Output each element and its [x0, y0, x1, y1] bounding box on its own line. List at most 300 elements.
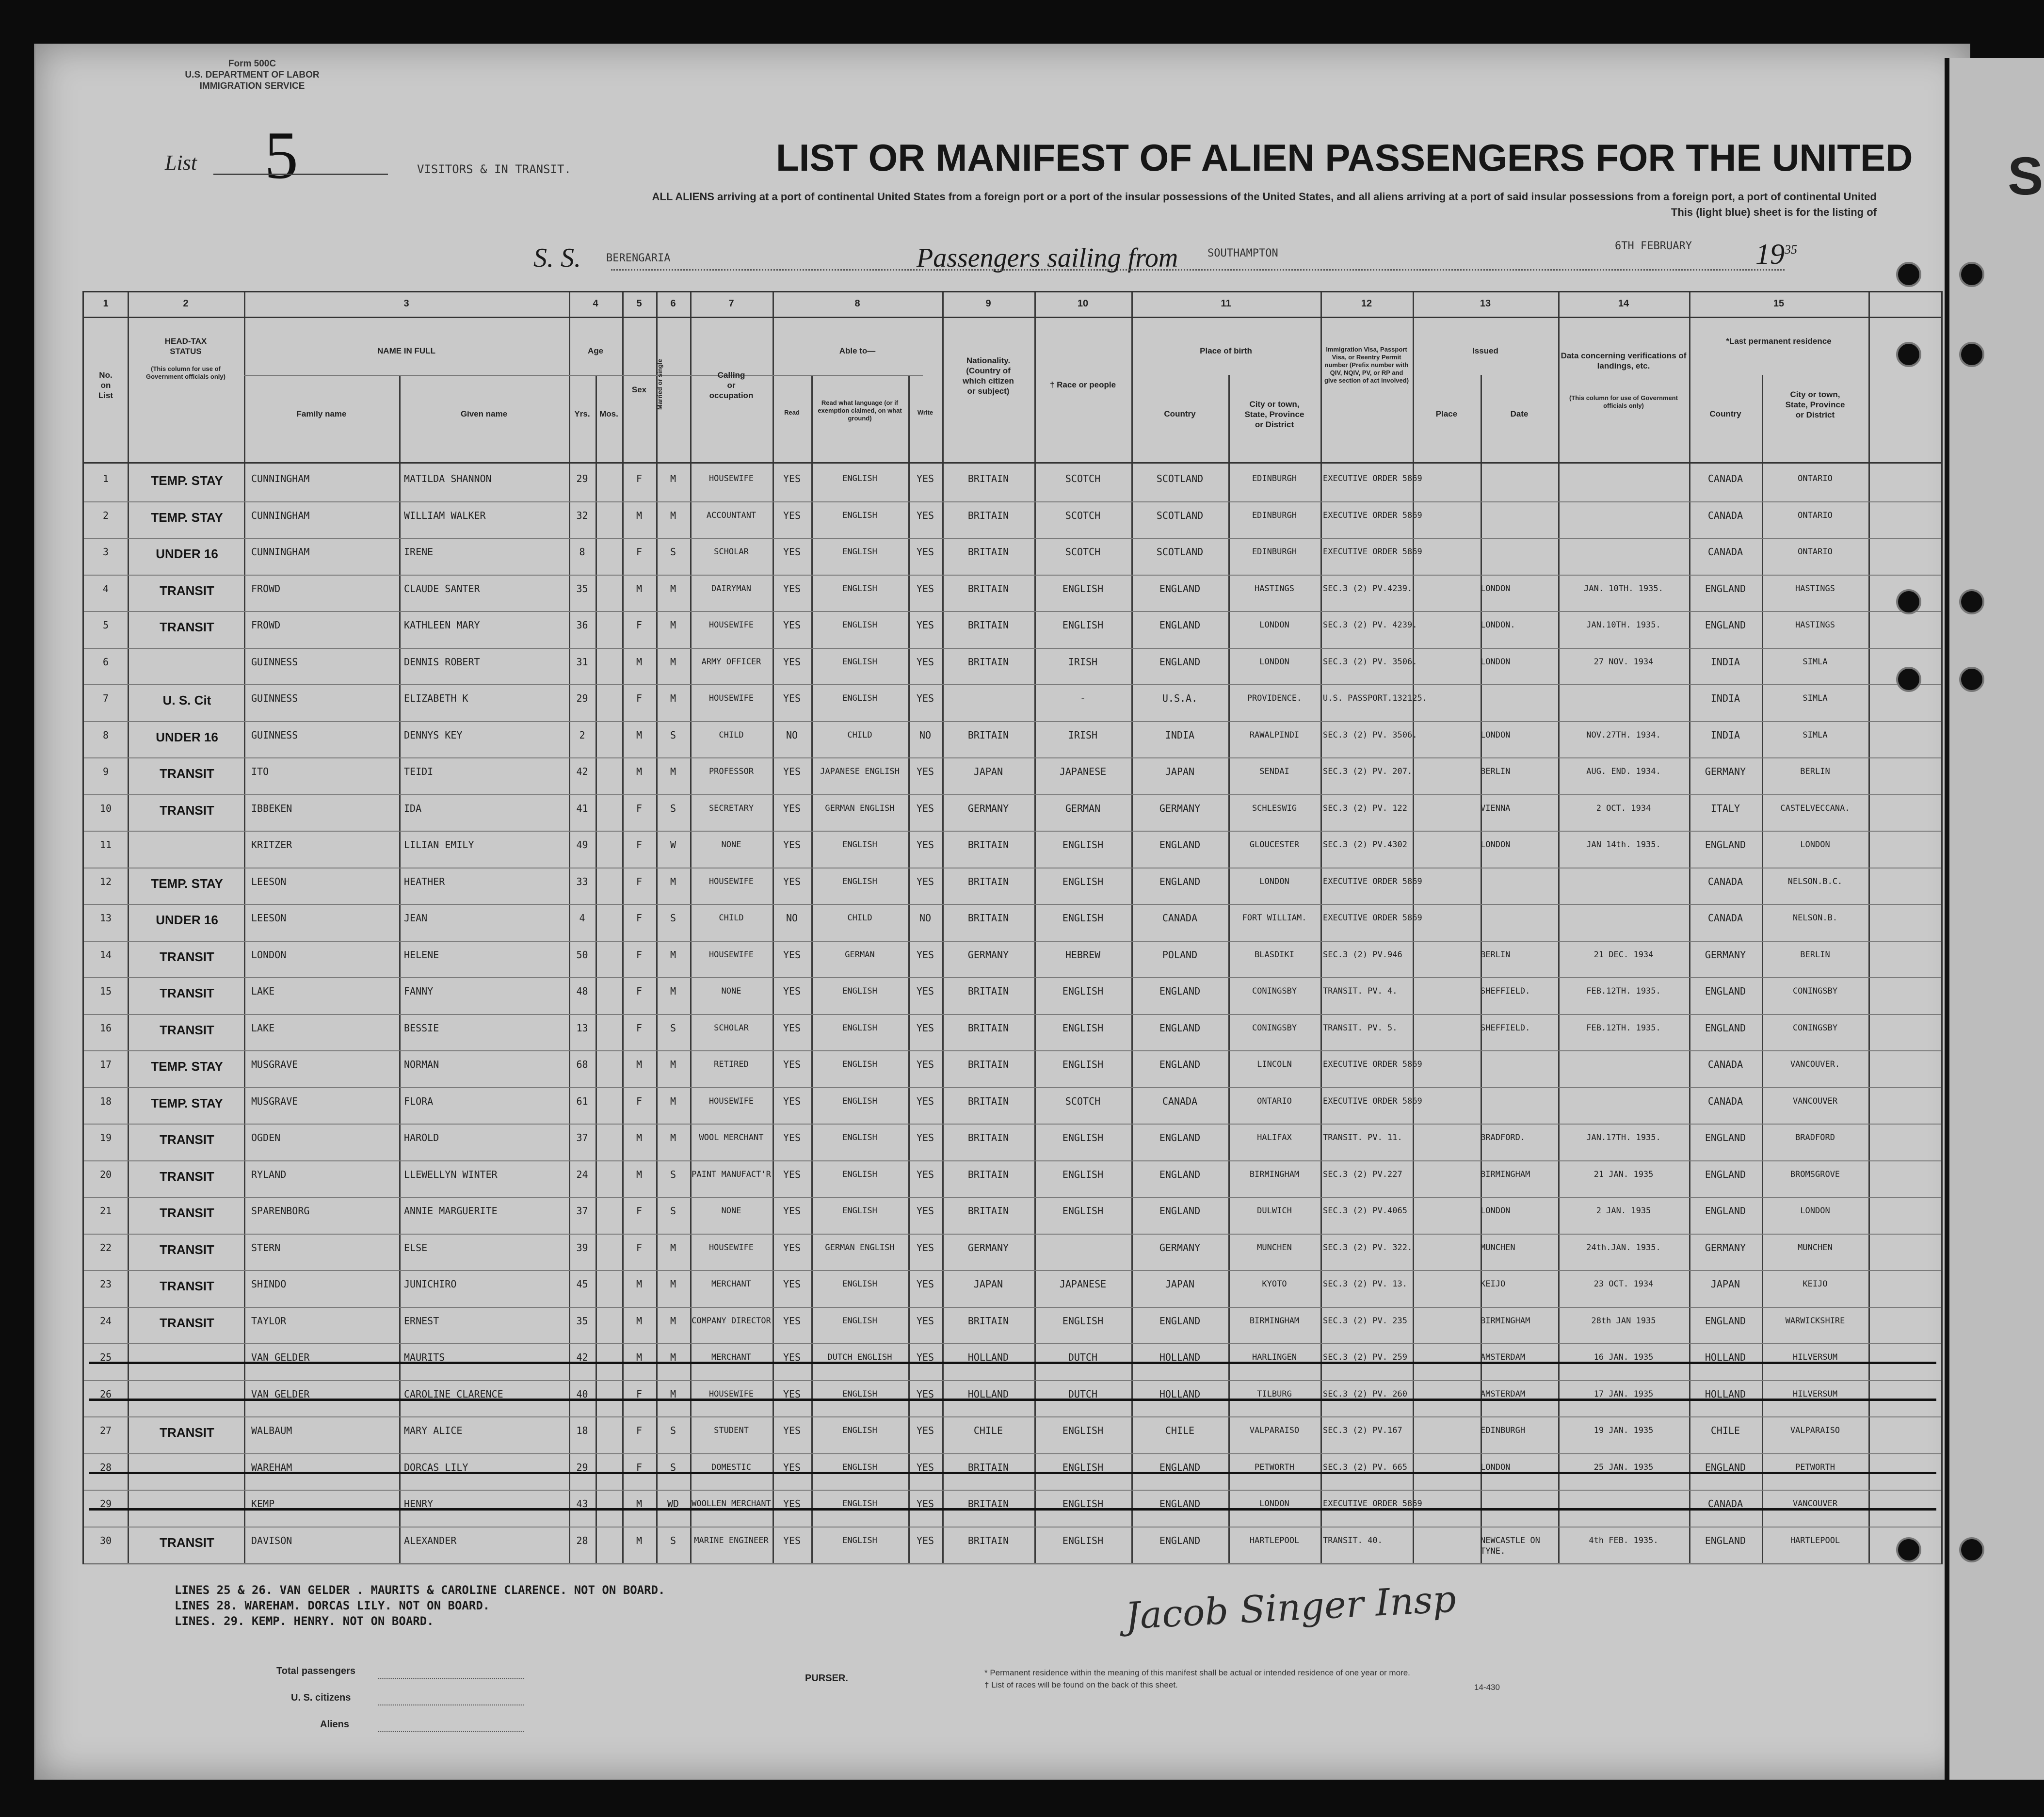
row-27-res-city: VALPARAISO	[1790, 1426, 1840, 1435]
row-10-status: TRANSIT	[160, 803, 214, 818]
row-20-visa: SEC.3 (2) PV.227	[1323, 1169, 1402, 1179]
row-7-sex: F	[636, 692, 643, 704]
row-23-res-city: KEIJO	[1803, 1279, 1828, 1289]
row-1-ms: M	[670, 473, 676, 484]
us-dotted-line	[378, 1704, 524, 1705]
row-6-occupation: ARMY OFFICER	[701, 657, 761, 667]
row-18-sex: F	[636, 1095, 643, 1107]
row-12-visa: EXECUTIVE ORDER 5869	[1323, 876, 1422, 886]
row-15-yrs: 48	[576, 985, 588, 997]
row-14-ms: M	[670, 949, 676, 961]
row-22-given: ELSE	[404, 1241, 428, 1254]
row-12-no: 12	[99, 875, 112, 887]
row-2-yrs: 32	[576, 509, 588, 521]
row-5-city: LONDON	[1259, 620, 1289, 630]
row-14-country: POLAND	[1162, 949, 1198, 961]
row-8-write: NO	[919, 729, 932, 741]
row-9-race: JAPANESE	[1059, 766, 1107, 777]
row-5-family: FROWD	[251, 619, 281, 631]
row-11-ms: W	[670, 839, 676, 851]
row-19-sex: M	[636, 1132, 643, 1143]
row-1-status: TEMP. STAY	[151, 473, 223, 488]
row-14-occupation: HOUSEWIFE	[708, 949, 754, 960]
row-1-visa: EXECUTIVE ORDER 5869	[1323, 474, 1422, 483]
header-mos: Mos.	[599, 409, 618, 418]
row-11-yrs: 49	[576, 839, 588, 851]
row-5-given: KATHLEEN MARY	[404, 619, 480, 631]
row-25-city: HARLINGEN	[1252, 1352, 1297, 1362]
row-21-given: ANNIE MARGUERITE	[404, 1205, 498, 1217]
row-17-res-country: CANADA	[1707, 1059, 1743, 1070]
row-6-sex: M	[636, 656, 643, 668]
row-5-yrs: 36	[576, 619, 588, 631]
row-13-race: ENGLISH	[1062, 912, 1104, 924]
row-18-city: ONTARIO	[1257, 1096, 1292, 1106]
row-27-issue-place: EDINBURGH	[1481, 1426, 1526, 1435]
row-8-occupation: CHILD	[719, 730, 744, 740]
row-25-given: MAURITS	[404, 1351, 445, 1363]
row-8-visa: SEC.3 (2) PV. 3506.	[1323, 730, 1417, 740]
row-22-language: GERMAN ENGLISH	[825, 1242, 895, 1253]
row-rule	[84, 1307, 1941, 1308]
footer-note-3: LINES. 29. KEMP. HENRY. NOT ON BOARD.	[175, 1614, 434, 1628]
row-7-visa: U.S. PASSPORT.132125.	[1323, 693, 1427, 703]
punch-hole	[1896, 262, 1921, 287]
row-24-city: BIRMINGHAM	[1249, 1316, 1300, 1326]
row-30-no: 30	[99, 1534, 112, 1546]
row-28-res-country: ENGLAND	[1705, 1461, 1746, 1473]
row-28-given: DORCAS LILY	[404, 1461, 468, 1473]
row-22-occupation: HOUSEWIFE	[708, 1242, 754, 1253]
row-6-language: ENGLISH	[842, 657, 877, 667]
row-29-language: ENGLISH	[842, 1499, 877, 1509]
row-5-ms: M	[670, 619, 676, 631]
year-prefix: 19	[1755, 238, 1785, 270]
row-24-race: ENGLISH	[1062, 1315, 1104, 1327]
row-rule	[84, 757, 1941, 758]
row-13-ms: S	[670, 912, 676, 924]
row-23-visa: SEC.3 (2) PV. 13.	[1323, 1279, 1407, 1289]
row-23-issue-place: KEIJO	[1481, 1279, 1506, 1289]
row-rule	[84, 1197, 1941, 1198]
row-rule	[84, 611, 1941, 612]
header-age: Age	[587, 346, 604, 355]
col-rule	[1558, 292, 1560, 1563]
row-9-read: YES	[783, 766, 801, 777]
row-26-no: 26	[99, 1388, 112, 1400]
row-14-yrs: 50	[576, 949, 588, 961]
row-23-sex: M	[636, 1278, 643, 1290]
row-rule	[84, 1087, 1941, 1088]
header-issued: Issued	[1472, 346, 1498, 355]
row-1-city: EDINBURGH	[1252, 474, 1297, 483]
row-4-res-country: ENGLAND	[1705, 582, 1746, 595]
row-5-res-country: ENGLAND	[1705, 619, 1746, 631]
header-res-city: City or town, State, Province or District	[1785, 390, 1845, 419]
row-22-no: 22	[99, 1241, 112, 1254]
row-7-race: -	[1079, 692, 1086, 704]
header-place-of-birth: Place of birth	[1200, 346, 1252, 355]
row-9-nationality: JAPAN	[973, 766, 1003, 777]
row-26-res-country: HOLLAND	[1705, 1388, 1746, 1400]
row-19-visa: TRANSIT. PV. 11.	[1323, 1133, 1402, 1142]
row-3-ms: S	[670, 546, 676, 558]
row-4-occupation: DAIRYMAN	[711, 583, 751, 594]
row-28-strikethrough	[89, 1472, 1936, 1474]
row-15-ms: M	[670, 985, 676, 997]
row-rule	[84, 1380, 1941, 1381]
row-18-yrs: 61	[576, 1095, 588, 1107]
row-28-race: ENGLISH	[1062, 1461, 1104, 1473]
row-30-res-country: ENGLAND	[1705, 1534, 1746, 1546]
row-18-no: 18	[99, 1095, 112, 1107]
colnum-7: 7	[728, 298, 734, 309]
total-passengers-label: Total passengers	[276, 1666, 356, 1676]
row-12-nationality: BRITAIN	[967, 875, 1009, 887]
row-25-write: YES	[916, 1351, 934, 1363]
row-5-res-city: HASTINGS	[1795, 620, 1835, 630]
row-4-sex: M	[636, 582, 643, 595]
form-info: Form 500C U.S. DEPARTMENT OF LABOR IMMIGRATION SERVICE	[185, 59, 320, 91]
header-issued-place: Place	[1435, 409, 1458, 418]
colnum-6: 6	[670, 298, 676, 309]
row-7-ms: M	[670, 692, 676, 704]
row-17-write: YES	[916, 1059, 934, 1070]
row-29-res-city: VANCOUVER	[1792, 1499, 1838, 1509]
row-16-yrs: 13	[576, 1022, 588, 1034]
row-21-res-country: ENGLAND	[1705, 1205, 1746, 1217]
row-13-write: NO	[919, 912, 932, 924]
row-rule	[84, 977, 1941, 978]
colnum-14: 14	[1618, 298, 1629, 309]
next-sheet-title-fragment: S	[2008, 146, 2044, 206]
row-18-visa: EXECUTIVE ORDER 5869	[1323, 1096, 1422, 1106]
row-23-ms: M	[670, 1278, 676, 1290]
row-29-res-country: CANADA	[1707, 1498, 1743, 1510]
row-5-sex: F	[636, 619, 643, 631]
row-21-visa: SEC.3 (2) PV.4065	[1323, 1206, 1407, 1216]
row-rule	[84, 1527, 1941, 1528]
row-22-country: GERMANY	[1159, 1241, 1201, 1254]
row-5-read: YES	[783, 619, 801, 631]
row-25-race: DUTCH	[1068, 1351, 1098, 1363]
row-21-race: ENGLISH	[1062, 1205, 1104, 1217]
row-2-visa: EXECUTIVE ORDER 5869	[1323, 510, 1422, 520]
row-21-country: ENGLAND	[1159, 1205, 1201, 1217]
row-25-language: DUTCH ENGLISH	[827, 1352, 892, 1362]
row-27-given: MARY ALICE	[404, 1425, 463, 1436]
row-rule	[84, 794, 1941, 795]
row-4-visa: SEC.3 (2) PV.4239.	[1323, 583, 1413, 594]
row-18-language: ENGLISH	[842, 1096, 877, 1106]
row-25-issue-place: AMSTERDAM	[1481, 1352, 1526, 1362]
row-10-visa: SEC.3 (2) PV. 122	[1323, 803, 1407, 813]
row-14-res-city: BERLIN	[1800, 949, 1830, 960]
row-3-read: YES	[783, 546, 801, 558]
row-18-res-country: CANADA	[1707, 1095, 1743, 1107]
row-28-issue-place: LONDON	[1481, 1462, 1511, 1472]
row-23-issue-date: 23 OCT. 1934	[1593, 1279, 1654, 1289]
row-21-sex: F	[636, 1205, 643, 1217]
row-2-race: SCOTCH	[1065, 509, 1101, 521]
row-14-issue-date: 21 DEC. 1934	[1593, 949, 1654, 960]
row-13-status: UNDER 16	[156, 913, 218, 927]
row-8-nationality: BRITAIN	[967, 729, 1009, 741]
punch-hole	[1896, 342, 1921, 367]
row-25-yrs: 42	[576, 1351, 588, 1363]
colnum-11: 11	[1221, 298, 1231, 309]
row-5-occupation: HOUSEWIFE	[708, 620, 754, 630]
row-13-family: LEESON	[251, 912, 287, 924]
row-12-language: ENGLISH	[842, 876, 877, 886]
row-17-visa: EXECUTIVE ORDER 5869	[1323, 1060, 1422, 1069]
row-4-status: TRANSIT	[160, 583, 214, 598]
row-4-res-city: HASTINGS	[1795, 583, 1835, 594]
row-6-yrs: 31	[576, 656, 588, 668]
row-26-sex: F	[636, 1388, 643, 1400]
row-27-issue-date: 19 JAN. 1935	[1593, 1426, 1654, 1435]
row-27-language: ENGLISH	[842, 1426, 877, 1435]
header-nationality: Nationality. (Country of which citizen or subject)	[963, 356, 1014, 396]
row-2-ms: M	[670, 509, 676, 521]
row-27-city: VALPARAISO	[1249, 1426, 1300, 1435]
row-5-write: YES	[916, 619, 934, 631]
row-26-ms: M	[670, 1388, 676, 1400]
row-21-no: 21	[99, 1205, 112, 1217]
row-15-no: 15	[99, 985, 112, 997]
colnum-4: 4	[593, 298, 598, 309]
row-10-read: YES	[783, 802, 801, 814]
row-26-issue-place: AMSTERDAM	[1481, 1389, 1526, 1399]
row-21-nationality: BRITAIN	[967, 1205, 1009, 1217]
row-26-strikethrough	[89, 1399, 1936, 1401]
row-4-read: YES	[783, 582, 801, 595]
row-19-occupation: WOOL MERCHANT	[699, 1133, 764, 1142]
row-10-issue-place: VIENNA	[1481, 803, 1511, 813]
row-30-read: YES	[783, 1534, 801, 1546]
row-25-sex: M	[636, 1351, 643, 1363]
aliens-label: Aliens	[320, 1719, 350, 1730]
row-14-res-country: GERMANY	[1705, 949, 1746, 961]
row-rule	[84, 904, 1941, 905]
row-16-city: CONINGSBY	[1252, 1023, 1297, 1033]
row-11-country: ENGLAND	[1159, 839, 1201, 851]
row-8-read: NO	[786, 729, 798, 741]
row-8-city: RAWALPINDI	[1249, 730, 1300, 740]
row-13-res-city: NELSON.B.	[1792, 913, 1838, 923]
row-10-sex: F	[636, 802, 643, 814]
row-3-write: YES	[916, 546, 934, 558]
footnote-races: † List of races will be found on the back of this sheet.	[984, 1680, 1178, 1689]
row-6-nationality: BRITAIN	[967, 656, 1009, 668]
row-8-ms: S	[670, 729, 676, 741]
row-4-language: ENGLISH	[842, 583, 877, 594]
row-3-family: CUNNINGHAM	[251, 546, 310, 558]
row-26-given: CAROLINE CLARENCE	[404, 1388, 503, 1400]
row-28-issue-date: 25 JAN. 1935	[1593, 1462, 1654, 1472]
colnum-3: 3	[403, 298, 409, 309]
row-30-city: HARTLEPOOL	[1249, 1535, 1300, 1545]
row-19-read: YES	[783, 1132, 801, 1143]
row-12-country: ENGLAND	[1159, 875, 1201, 887]
row-17-race: ENGLISH	[1062, 1059, 1104, 1070]
purser-label: PURSER.	[805, 1673, 848, 1684]
row-26-read: YES	[783, 1388, 801, 1400]
row-23-occupation: MERCHANT	[711, 1279, 751, 1289]
row-24-yrs: 35	[576, 1315, 588, 1327]
row-11-visa: SEC.3 (2) PV.4302	[1323, 840, 1407, 850]
colnum-5: 5	[636, 298, 642, 309]
us-citizens-label: U. S. citizens	[291, 1692, 351, 1703]
row-16-visa: TRANSIT. PV. 5.	[1323, 1023, 1398, 1033]
row-14-family: LONDON	[251, 949, 287, 961]
header-rule	[244, 375, 923, 376]
row-24-given: ERNEST	[404, 1315, 439, 1327]
departure-port: SOUTHAMPTON	[1207, 247, 1278, 259]
row-24-status: TRANSIT	[160, 1315, 214, 1330]
row-15-issue-place: SHEFFIELD.	[1481, 986, 1530, 996]
row-11-write: YES	[916, 839, 934, 851]
row-30-status: TRANSIT	[160, 1535, 214, 1550]
colnum-9: 9	[985, 298, 991, 309]
row-30-ms: S	[670, 1534, 676, 1546]
row-9-occupation: PROFESSOR	[708, 767, 754, 776]
row-8-issue-date: NOV.27TH. 1934.	[1586, 730, 1661, 740]
row-12-given: HEATHER	[404, 875, 445, 887]
row-22-status: TRANSIT	[160, 1242, 214, 1257]
row-29-ms: WD	[667, 1498, 679, 1510]
row-28-country: ENGLAND	[1159, 1461, 1201, 1473]
row-19-res-country: ENGLAND	[1705, 1132, 1746, 1143]
row-rule	[84, 648, 1941, 649]
row-9-yrs: 42	[576, 766, 588, 777]
row-rule	[84, 575, 1941, 576]
row-8-res-city: SIMLA	[1803, 730, 1828, 740]
row-22-issue-place: MUNCHEN	[1481, 1242, 1515, 1253]
row-5-visa: SEC.3 (2) PV. 4239.	[1323, 620, 1417, 630]
row-9-visa: SEC.3 (2) PV. 207.	[1323, 767, 1413, 776]
row-rule	[84, 1050, 1941, 1051]
punch-hole	[1896, 1537, 1921, 1562]
row-21-status: TRANSIT	[160, 1206, 214, 1220]
row-17-family: MUSGRAVE	[251, 1059, 298, 1070]
row-17-ms: M	[670, 1059, 676, 1070]
row-1-race: SCOTCH	[1065, 473, 1101, 484]
row-24-language: ENGLISH	[842, 1316, 877, 1326]
header-write: Write	[917, 409, 933, 416]
row-7-family: GUINNESS	[251, 692, 298, 704]
row-15-city: CONINGSBY	[1252, 986, 1297, 996]
row-4-family: FROWD	[251, 582, 281, 595]
ship-name: BERENGARIA	[606, 252, 671, 264]
row-7-given: ELIZABETH K	[404, 692, 468, 704]
row-20-language: ENGLISH	[842, 1169, 877, 1179]
row-16-read: YES	[783, 1022, 801, 1034]
year-suffix: 35	[1785, 242, 1797, 257]
row-rule	[84, 1563, 1941, 1564]
row-18-write: YES	[916, 1095, 934, 1107]
row-4-yrs: 35	[576, 582, 588, 595]
row-22-family: STERN	[251, 1241, 281, 1254]
header-given-name: Given name	[460, 409, 508, 418]
row-19-nationality: BRITAIN	[967, 1132, 1009, 1143]
row-21-res-city: LONDON	[1800, 1206, 1830, 1216]
row-4-race: ENGLISH	[1062, 582, 1104, 595]
row-10-occupation: SECRETARY	[708, 803, 754, 813]
row-20-read: YES	[783, 1168, 801, 1180]
row-6-no: 6	[102, 656, 109, 668]
header-last-residence: *Last permanent residence	[1726, 337, 1832, 346]
row-27-occupation: STUDENT	[714, 1426, 749, 1435]
row-22-ms: M	[670, 1241, 676, 1254]
list-label: List	[165, 151, 197, 175]
row-rule	[84, 941, 1941, 942]
row-22-nationality: GERMANY	[967, 1241, 1009, 1254]
footnote-residence: * Permanent residence within the meaning of this manifest shall be actual or intended residence of one year or more.	[984, 1668, 1410, 1677]
row-21-issue-date: 2 JAN. 1935	[1596, 1206, 1651, 1216]
row-21-yrs: 37	[576, 1205, 588, 1217]
colnum-15: 15	[1773, 298, 1785, 309]
row-6-ms: M	[670, 656, 676, 668]
row-23-family: SHINDO	[251, 1278, 287, 1290]
row-20-country: ENGLAND	[1159, 1168, 1201, 1180]
col-rule	[399, 375, 401, 1563]
row-15-race: ENGLISH	[1062, 985, 1104, 997]
row-29-no: 29	[99, 1498, 112, 1510]
row-15-occupation: NONE	[721, 986, 741, 996]
row-25-issue-date: 16 JAN. 1935	[1593, 1352, 1654, 1362]
row-14-no: 14	[99, 949, 112, 961]
header-dotted-line	[611, 269, 1785, 271]
colnum-2: 2	[183, 298, 189, 309]
row-21-issue-place: LONDON	[1481, 1206, 1511, 1216]
row-9-res-city: BERLIN	[1800, 767, 1830, 776]
row-25-nationality: HOLLAND	[967, 1351, 1009, 1363]
row-15-given: FANNY	[404, 985, 434, 997]
row-6-race: IRISH	[1068, 656, 1098, 668]
row-3-country: SCOTLAND	[1156, 546, 1204, 558]
row-7-status: U. S. Cit	[162, 693, 211, 708]
row-29-family: KEMP	[251, 1498, 275, 1510]
aliens-dotted-line	[378, 1731, 524, 1732]
row-18-race: SCOTCH	[1065, 1095, 1101, 1107]
row-15-family: LAKE	[251, 985, 275, 997]
row-rule	[84, 1270, 1941, 1271]
row-19-given: HAROLD	[404, 1132, 439, 1143]
punch-hole	[1959, 342, 1984, 367]
row-25-country: HOLLAND	[1159, 1351, 1201, 1363]
header-sex: Sex	[631, 385, 647, 394]
row-1-family: CUNNINGHAM	[251, 473, 310, 484]
row-20-nationality: BRITAIN	[967, 1168, 1009, 1180]
row-11-res-country: ENGLAND	[1705, 839, 1746, 851]
row-20-res-country: ENGLAND	[1705, 1168, 1746, 1180]
row-27-country: CHILE	[1165, 1425, 1195, 1436]
row-25-occupation: MERCHANT	[711, 1352, 751, 1362]
row-6-write: YES	[916, 656, 934, 668]
row-3-visa: EXECUTIVE ORDER 5869	[1323, 547, 1422, 557]
row-26-family: VAN GELDER	[251, 1388, 310, 1400]
row-9-write: YES	[916, 766, 934, 777]
row-13-country: CANADA	[1162, 912, 1198, 924]
row-29-country: ENGLAND	[1159, 1498, 1201, 1510]
row-28-family: WAREHAM	[251, 1461, 292, 1473]
row-12-city: LONDON	[1259, 876, 1289, 886]
row-27-family: WALBAUM	[251, 1425, 292, 1436]
row-26-visa: SEC.3 (2) PV. 260	[1323, 1389, 1407, 1399]
row-10-country: GERMANY	[1159, 802, 1201, 814]
row-12-res-country: CANADA	[1707, 875, 1743, 887]
